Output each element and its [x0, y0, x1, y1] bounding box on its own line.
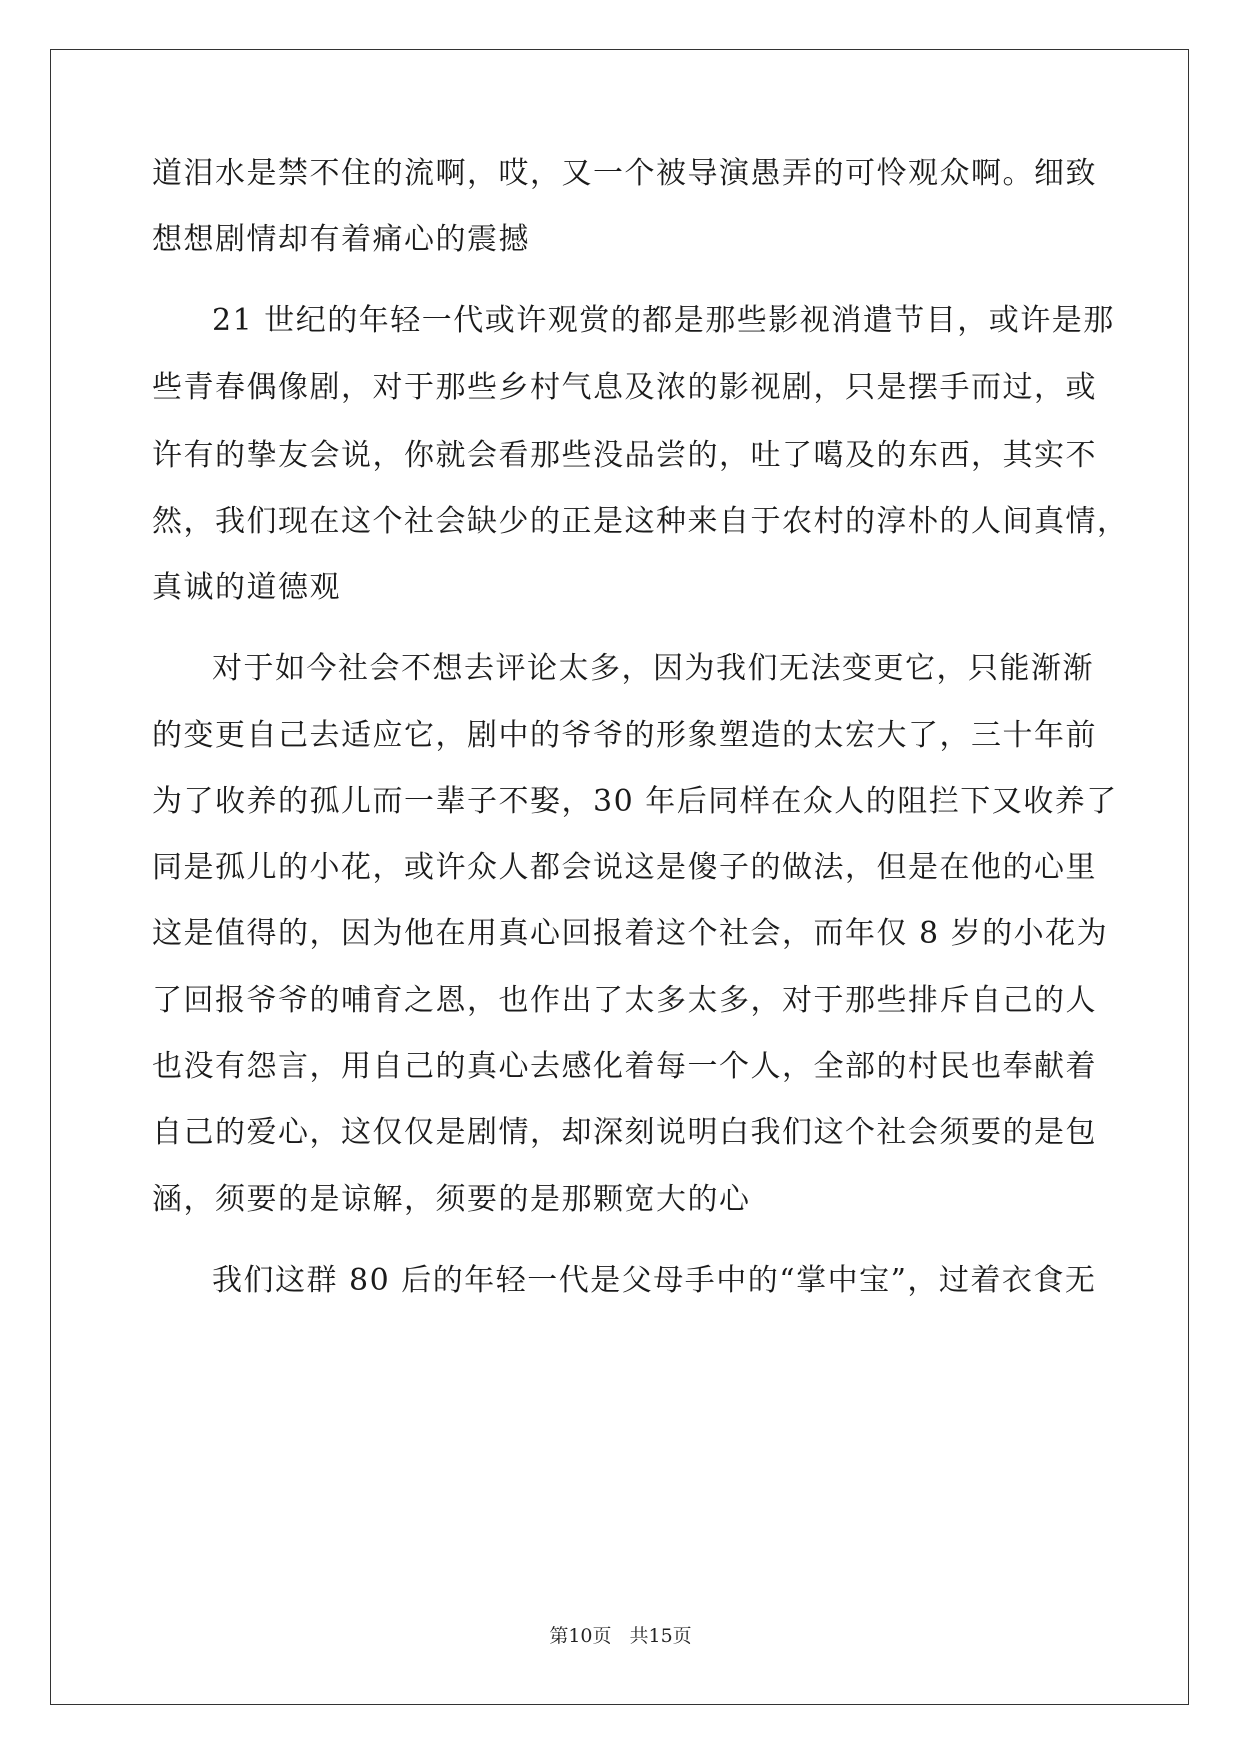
- text-line-13: 了回报爷爷的哺育之恩，也作出了太多太多，对于那些排斥自己的人: [152, 983, 1097, 1018]
- text-line-17: 我们这群 80 后的年轻一代是父母手中的“掌中宝”，过着衣食无: [212, 1263, 1097, 1298]
- text-line-7: 真诚的道德观: [152, 570, 341, 605]
- text-line-2: 想想剧情却有着痛心的震撼: [152, 222, 530, 257]
- page-footer: [0, 1624, 1241, 1648]
- text-line-15: 自己的爱心，这仅仅是剧情，却深刻说明白我们这个社会须要的是包: [152, 1115, 1097, 1150]
- text-line-5: 许有的挚友会说，你就会看那些没品尝的，吐了噶及的东西，其实不: [152, 438, 1097, 473]
- text-line-12: 这是值得的，因为他在用真心回报着这个社会，而年仅 8 岁的小花为: [152, 916, 1109, 951]
- text-line-6: 然，我们现在这个社会缺少的正是这种来自于农村的淳朴的人间真情，: [152, 504, 1129, 539]
- text-line-16: 涵，须要的是谅解，须要的是那颗宽大的心: [152, 1182, 751, 1217]
- text-line-4: 些青春偶像剧，对于那些乡村气息及浓的影视剧，只是摆手而过，或: [152, 370, 1097, 405]
- total-pages-label: 共15页: [629, 1625, 692, 1647]
- text-line-1: 道泪水是禁不住的流啊，哎，又一个被导演愚弄的可怜观众啊。细致: [152, 156, 1097, 191]
- text-line-10: 为了收养的孤儿而一辈子不娶，30 年后同样在众人的阻拦下又收养了: [152, 784, 1118, 819]
- text-line-3: 21 世纪的年轻一代或许观赏的都是那些影视消遣节目，或许是那: [212, 303, 1115, 338]
- text-line-9: 的变更自己去适应它，剧中的爷爷的形象塑造的太宏大了，三十年前: [152, 718, 1097, 753]
- current-page-label: 第10页: [549, 1625, 612, 1647]
- text-line-8: 对于如今社会不想去评论太多，因为我们无法变更它，只能渐渐: [212, 651, 1094, 686]
- text-line-11: 同是孤儿的小花，或许众人都会说这是傻子的做法，但是在他的心里: [152, 850, 1097, 885]
- text-line-14: 也没有怨言，用自己的真心去感化着每一个人，全部的村民也奉献着: [152, 1049, 1097, 1084]
